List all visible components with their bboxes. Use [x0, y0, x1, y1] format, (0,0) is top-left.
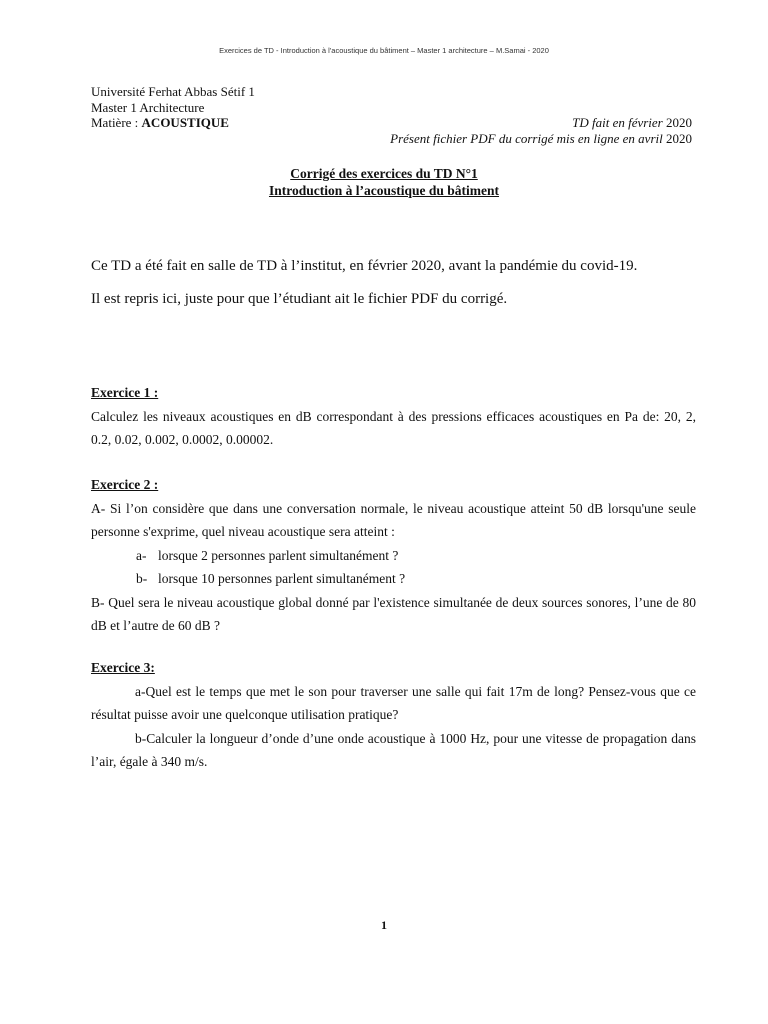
- subject-name: ACOUSTIQUE: [141, 115, 229, 130]
- running-header: Exercices de TD - Introduction à l'acoustique du bâtiment – Master 1 architecture – M.Samai - 2020: [219, 46, 549, 55]
- pdf-date: [390, 131, 692, 147]
- td-date: [572, 115, 692, 131]
- exercise-3: [91, 656, 696, 774]
- university-name: Université Ferhat Abbas Sétif 1: [91, 84, 255, 99]
- td-date-text: TD fait en février: [572, 115, 663, 130]
- subject-line: [91, 115, 229, 131]
- exercise-2-part-b: B- Quel sera le niveau acoustique global donné par l'existence simultanée de deux sources sonores, l’une de 80 dB et l’autre de 60 dB ?: [91, 594, 696, 633]
- td-date-year: 2020: [662, 115, 692, 130]
- intro-paragraph-1: Ce TD a été fait en salle de TD à l’institut, en février 2020, avant la pandémie du covid-19.: [91, 258, 638, 274]
- page-number: 1: [381, 918, 387, 932]
- exercise-1-text: Calculez les niveaux acoustiques en dB correspondant à des pressions efficaces acoustiques en Pa de: 20, 2, 0.2, 0.02, 0.002, 0.0002, 0.00002.: [91, 408, 696, 447]
- list-item-text: lorsque 10 personnes parlent simultanément ?: [158, 571, 406, 586]
- pdf-date-year: 2020: [662, 130, 692, 146]
- exercise-2-part-a: A- Si l’on considère que dans une conversation normale, le niveau acoustique atteint 50 dB lorsqu'une seule personne s'exprime, quel niveau acoustique sera atteint :: [91, 500, 696, 539]
- exercise-3-title: Exercice 3:: [91, 660, 155, 675]
- list-item-label: a-: [136, 547, 147, 563]
- exercise-1-title: Exercice 1 :: [91, 385, 159, 400]
- title-line-1: Corrigé des exercices du TD N°1: [290, 166, 478, 181]
- document-meta: [91, 84, 692, 146]
- title-line-2: Introduction à l’acoustique du bâtiment: [268, 183, 500, 198]
- exercise-2-title: Exercice 2 :: [91, 477, 159, 492]
- exercise-2: [91, 473, 696, 638]
- exercise-1: [91, 381, 696, 452]
- list-item: [91, 567, 696, 591]
- program-name: Master 1 Architecture: [91, 99, 205, 115]
- pdf-date-text: Présent fichier PDF du corrigé mis en ligne en avril: [390, 130, 663, 146]
- document-title: [0, 165, 768, 199]
- list-item: [91, 544, 696, 568]
- subject-prefix: Matière :: [91, 115, 142, 130]
- list-item-label: b-: [136, 571, 148, 586]
- list-item-text: lorsque 2 personnes parlent simultanément ?: [158, 547, 399, 563]
- exercise-3-part-a: a-Quel est le temps que met le son pour traverser une salle qui fait 17m de long? Pensez-vous que ce résultat puisse avoir une quelconque utilisation pratique?: [91, 683, 696, 722]
- exercise-3-part-b: b-Calculer la longueur d’onde d’une onde acoustique à 1000 Hz, pour une vitesse de propagation dans l’air, égale à 340 m/s.: [91, 730, 696, 769]
- intro-paragraph-2: Il est repris ici, juste pour que l’étudiant ait le fichier PDF du corrigé.: [91, 291, 508, 307]
